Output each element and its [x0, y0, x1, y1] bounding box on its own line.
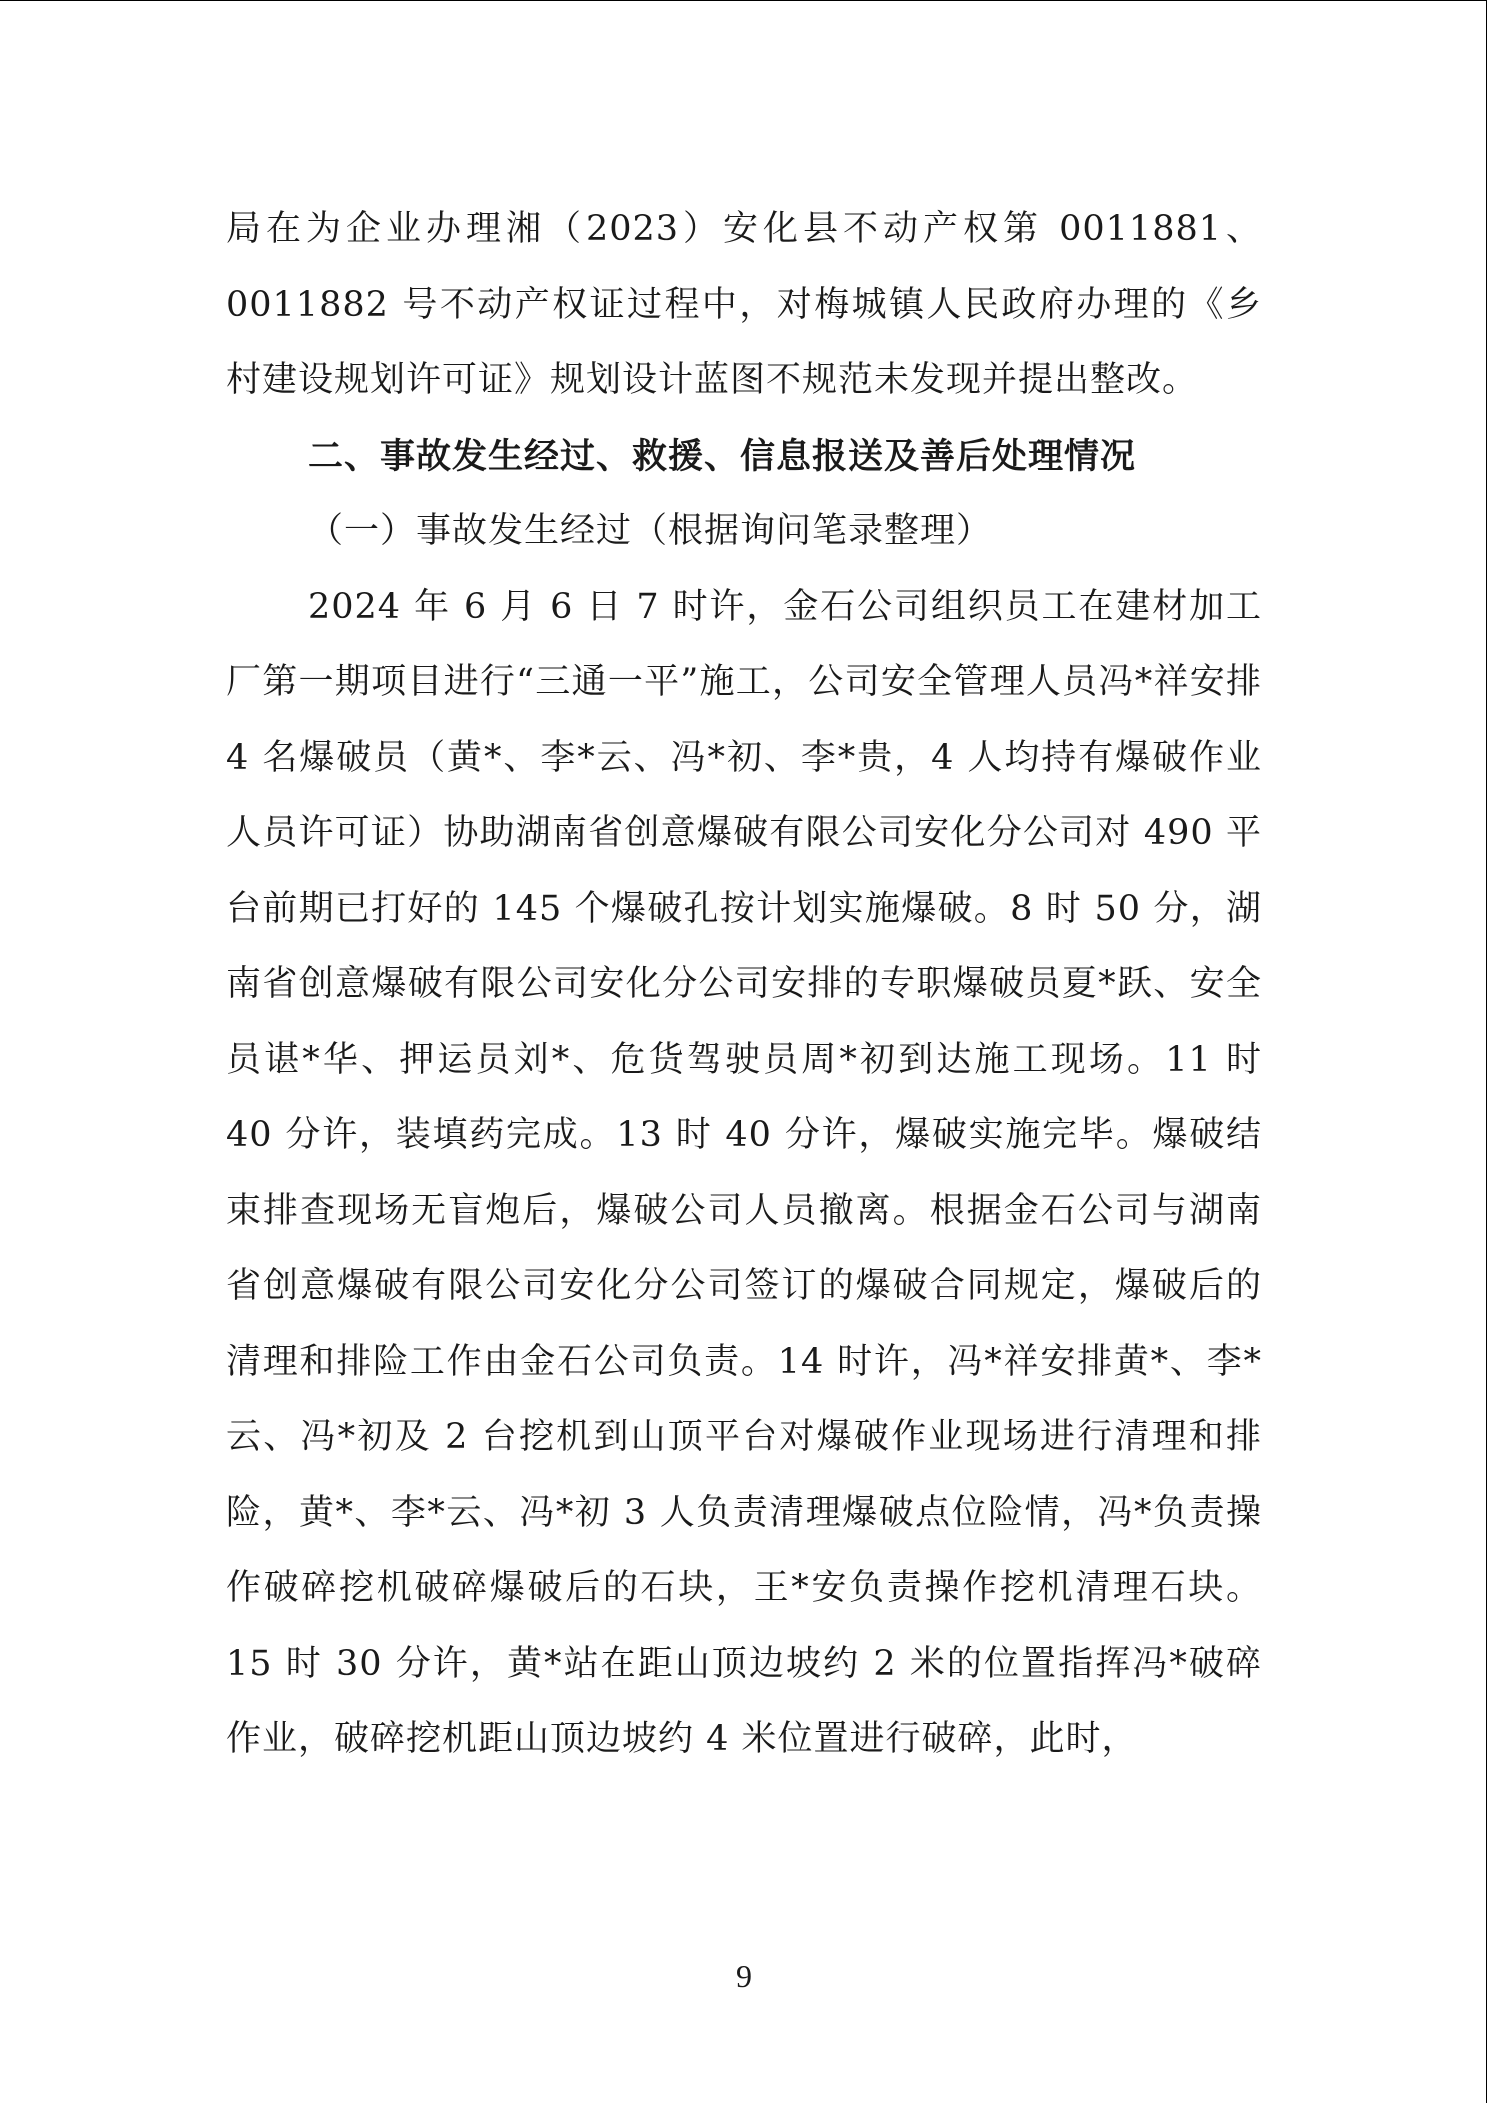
section-heading: 二、事故发生经过、救援、信息报送及善后处理情况 [308, 435, 1137, 477]
paragraph-continuation: 局在为企业办理湘（2023）安化县不动产权第 0011881、0011882 号不动产权证过程中，对梅城镇人民政府办理的《乡村建设规划许可证》规划设计蓝图不规范未发现并提出整改。 [226, 209, 1262, 400]
subsection-heading: （一）事故发生经过（根据询问笔录整理） [308, 511, 993, 551]
paragraph-accident-process: 2024 年 6 月 6 日 7 时许，金石公司组织员工在建材加工厂第一期项目进行“三通一平”施工，公司安全管理人员冯*祥安排 4 名爆破员（黄*、李*云、冯*初、李*贵，4 人均持有爆破作业人员许可证）协助湖南省创意爆破有限公司安化分公司对 490 平台前期已打好的 145 个爆破孔按计划实施爆破。8 时 50 分，湖南省创意爆破有限公司安化分公司安排的专职爆破员夏*跃、安全员谌*华、押运员刘*、危货驾驶员周*初到达施工现场。11 时 40 分许，装填药完成。13 时 40 分许，爆破实施完毕。爆破结束排查现场无盲炮后，爆破公司人员撤离。根据金石公司与湖南省创意爆破有限公司安化分公司签订的爆破合同规定，爆破后的清理和排险工作由金石公司负责。14 时许，冯*祥安排黄*、李*云、冯*初及 2 台挖机到山顶平台对爆破作业现场进行清理和排险，黄*、李*云、冯*初 3 人负责清理爆破点位险情，冯*负责操作破碎挖机破碎爆破后的石块，王*安负责操作挖机清理石块。15 时 30 分许，黄*站在距山顶边坡约 2 米的位置指挥冯*破碎作业，破碎挖机距山顶边坡约 4 米位置进行破碎，此时， [226, 586, 1262, 1759]
document-body [226, 192, 1262, 1778]
page-number: 9 [736, 1958, 752, 1994]
